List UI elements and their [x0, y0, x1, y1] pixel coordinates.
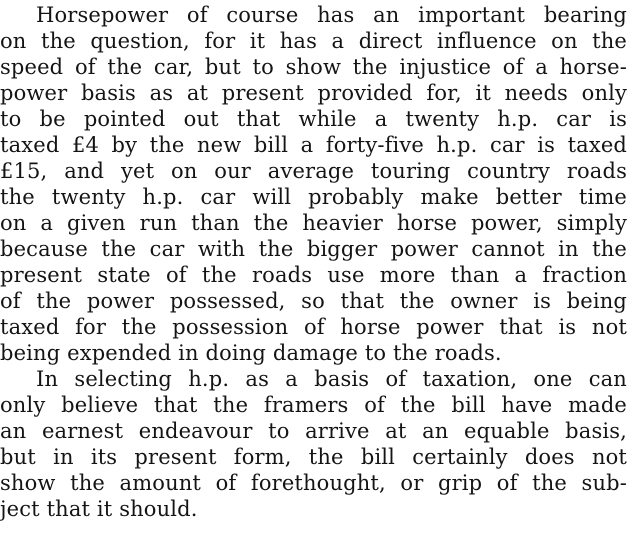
text-line: on the question, for it has a direct influence on the	[0, 29, 627, 53]
text-line: to be pointed out that while a twenty h.p. car is	[0, 107, 627, 131]
text-line: power basis as at present provided for, it needs only	[0, 81, 627, 105]
text-line: present state of the roads use more than a fraction	[0, 263, 627, 287]
text-line: but in its present form, the bill certainly does not	[0, 445, 627, 469]
text-line: £15, and yet on our average touring country roads	[0, 159, 627, 183]
text-line: on a given run than the heavier horse power, simply	[0, 211, 627, 235]
text-line: an earnest endeavour to arrive at an equable basis,	[0, 419, 627, 443]
text-line: being expended in doing damage to the roads.	[0, 341, 502, 365]
text-line: show the amount of forethought, or grip of the sub-	[0, 471, 627, 495]
text-line: taxed £4 by the new bill a forty-five h.p. car is taxed	[0, 133, 627, 157]
text-line: Horsepower of course has an important bearing	[36, 3, 627, 27]
text-line: ject that it should.	[0, 497, 198, 521]
text-line: speed of the car, but to show the injustice of a horse-	[0, 55, 627, 79]
text-line: only believe that the framers of the bill have made	[0, 393, 627, 417]
text-line: taxed for the possession of horse power that is not	[0, 315, 627, 339]
text-line: In selecting h.p. as a basis of taxation, one can	[36, 367, 627, 391]
text-line: the twenty h.p. car will probably make better time	[0, 185, 627, 209]
text-line: of the power possessed, so that the owner is being	[0, 289, 627, 313]
text-line: because the car with the bigger power cannot in the	[0, 237, 627, 261]
